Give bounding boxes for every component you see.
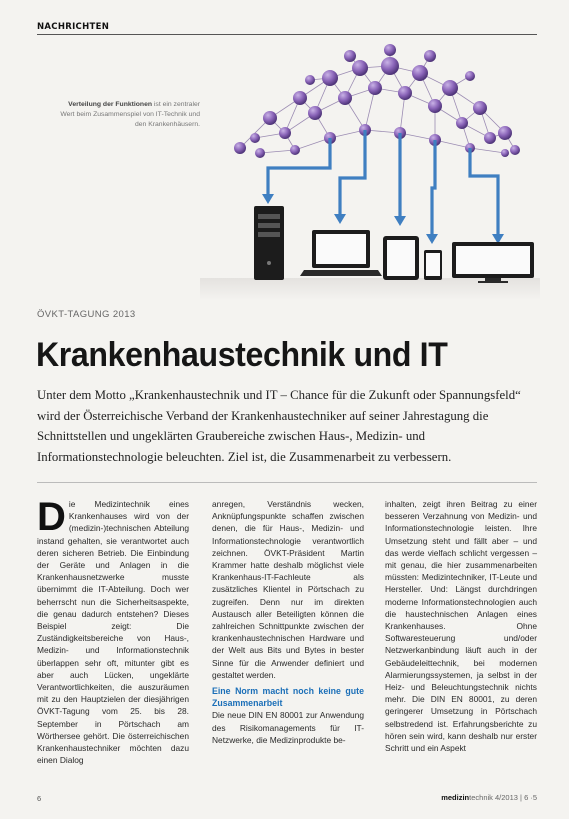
- server-tower-icon: [254, 206, 284, 280]
- text-column-1: [37, 495, 189, 766]
- laptop-icon: [300, 230, 382, 276]
- monitor-icon: [452, 242, 534, 283]
- caption-strong: Verteilung der Funktionen: [68, 101, 153, 108]
- paragraph: ie Medizintechnik eines Krankenhauses wird von der (medizin-)technischen Abteilung instand gehalten, sie verantwortet auch deren sicheren Betrieb. Die Einbindung der Geräte und Anlagen in die Krankenhausnetzwerke musste übernimmt die IT-Abteilung. Doch wer beherrscht nun die Sicherheitsaspekte, die genau dadurch entstehen? Dieses Beispiel zeigt: Die Zuständigkeitsbereiche von Haus-, Medizin- und Informationstechnik überlappen sehr oft, mitunter gibt es aber auch Lücken, ungeklärte Verantwortlichkeiten, die auszuräumen mit zu den Hauptzielen der diesjährigen ÖVKT-Tagung vom 25. bis 28. September in Pörtschach am Wörthersee gehört. Die österreichischen Krankenhaustechniker möchten dazu einen Dialog: [37, 499, 189, 766]
- tablet-icon: [383, 236, 419, 280]
- top-rule: [37, 34, 537, 35]
- divider: [37, 482, 537, 483]
- drop-cap: D: [37, 495, 66, 539]
- article-lead: Unter dem Motto „Krankenhaustechnik und IT – Chance für die Zukunft oder Spannungsfeld“ wird der Österreichische Verband der Krankenhaustechniker auf seiner Jahrestagung die Schnittstellen und ungeklärten Graubereiche zwischen Haus-, Medizin- und Informationstechnologie beleuchten. Ziel ist, die Zusammenarbeit zu verbessern.: [37, 388, 521, 464]
- magazine-name-rest: technik 4/2013: [469, 793, 518, 802]
- text-column-2: [212, 498, 364, 746]
- cloud-network-icon: [234, 44, 520, 158]
- paragraph: Die neue DIN EN 80001 zur Anwendung des Risikomanagements für IT-Netzwerke, die Medizinprodukte be-: [212, 710, 364, 745]
- cloud-illustration: [200, 38, 540, 300]
- magazine-name-bold: medizin: [441, 793, 470, 802]
- subheading: Eine Norm macht noch keine gute Zusammenarbeit: [212, 686, 364, 709]
- section-label: NACHRICHTEN: [37, 22, 110, 32]
- article-kicker: ÖVKT-TAGUNG 2013: [37, 309, 136, 320]
- footer-magazine: [441, 793, 537, 802]
- paragraph: inhalten, zeigt ihren Beitrag zu einer besseren Verzahnung von Medizin- und Informationstechnologie leisten. Ihre Umsetzung steht und fällt aber – und das werde vielfach schlicht vergessen – mit genau, die hier zusammenarbeiten müssten: Medizintechniker, IT-Leute und Hersteller. Und: Längst durchdringen moderne Informationstechnologien auch die haustechnischen Anlagen eines Krankenhauses. Ohne Softwaresteuerung und/oder Netzwerkanbindung läuft auch in der Gebäudeleittechnik, bei modernen Alarmierungssystemen, ja selbst in der Heiz- und Beleuchtungstechnik nichts mehr. Die DIN EN 80001, zu deren geringerer Umsetzung in Pörtschach selbstredend ist. Erfahrungsberichte zu hören sein wird, kann deshalb nur erster Schritt und ein Aspekt: [385, 499, 537, 754]
- text-column-3: [385, 498, 537, 754]
- arrow-down-icon: [340, 130, 365, 216]
- article-headline: Krankenhaustechnik und IT: [36, 336, 448, 374]
- arrow-down-icon: [470, 148, 498, 236]
- arrow-down-icon: [268, 138, 330, 196]
- phone-icon: [424, 250, 442, 280]
- paragraph: anregen, Verständnis wecken, Anknüpfungspunkte schaffen zwischen denen, die für Haus-, Medizin- und Informationstechnologie verantwortlich zeichnen. ÖVKT-Präsident Martin Krammer hatte deshalb möglichst viele Krankenhaus-IT-Fachleute als zusätzliches Klientel in Pörtschach zu zugreifen. Denn nur im direkten Austausch aller Beteiligten können die zahlreichen Schnittpunkte zwischen der krankenhaustechnischen Hardware und der Welt aus Bits und Bytes in bester Sinne für die Anwender definiert und gestaltet werden.: [212, 499, 364, 680]
- image-caption: [60, 100, 200, 130]
- caption-rest: ist ein zentraler Wert beim Zusammenspiel von IT-Technik und den Krankenhäusern.: [60, 101, 200, 128]
- arrow-down-icon: [432, 140, 435, 236]
- page-number-right: | 6 ·5: [520, 793, 537, 802]
- page-number: 6: [37, 794, 42, 803]
